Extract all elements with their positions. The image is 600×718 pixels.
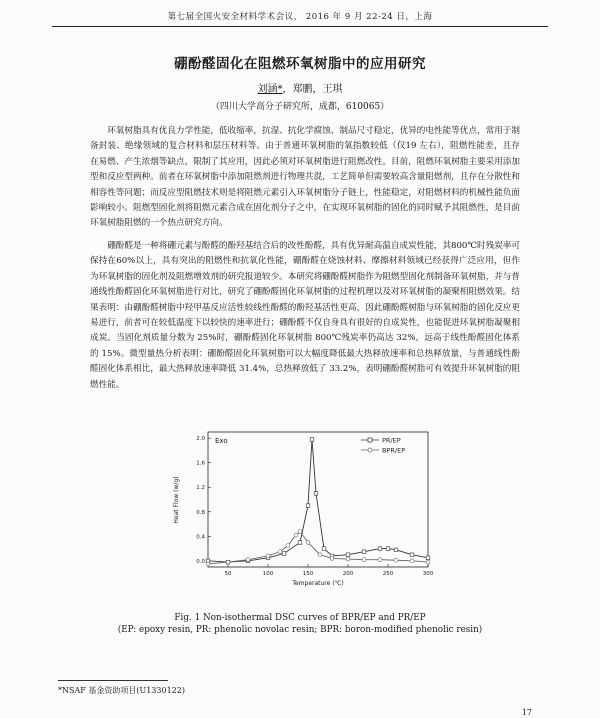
first-author: 刘涵* [257, 84, 283, 95]
y-axis-label: Heat Flow (w/g) [173, 476, 180, 524]
footnote: *NSAF 基金资助项目(U1330122) [58, 686, 185, 695]
y-tick-label: 2.0 [196, 436, 205, 443]
series-pr-ep-point [362, 550, 366, 554]
exo-annotation: Exo [215, 437, 228, 445]
figure-caption [0, 612, 600, 636]
series-pr-ep-point [426, 556, 430, 560]
series-bpr-ep-point [278, 550, 282, 554]
other-authors: ，郑鹏，王琪 [282, 84, 343, 95]
y-tick-label: 0.4 [196, 534, 205, 541]
series-pr-ep-point [386, 547, 390, 551]
series-pr-ep-line [208, 436, 428, 562]
series-bpr-ep-point [318, 553, 322, 557]
series-bpr-ep-point [286, 544, 290, 548]
series-pr-ep-point [298, 541, 302, 545]
x-tick-label: 250 [382, 571, 394, 577]
series-pr-ep-point [346, 553, 350, 557]
series-layer [206, 438, 430, 566]
caption-line-1: Fig. 1 Non-isothermal DSC curves of BPR/EP and PR/EP [174, 613, 426, 623]
affiliation: （四川大学高分子研究所，成都，610065） [210, 102, 390, 112]
x-axis-ticks [225, 564, 434, 577]
series-bpr-ep-point [426, 560, 430, 564]
series-pr-ep-point [306, 504, 310, 508]
series-bpr-ep-point [226, 560, 230, 564]
paragraph-intro: 环氧树脂具有优良力学性能，低收缩率，抗湿、抗化学腐蚀、制品尺寸稳定，优异的电性能等优点，常用于制备封装、绝缘领域的复合材料和层压材料等。由于普通环氧树脂的氧指数较低（仅19 左右），阻燃性能差，且存在易燃、产生浓烟等缺点，限制了其应用，因此必须对环氧树脂进行阻燃改性。目前，阻燃环氧树脂主要采用添加型和反应型两种。前者在环氧树脂中添加阻燃剂进行物理共混，工艺简单但需要较高含量阻燃剂，且存在分散性和相容性等问题；而反应型阻燃技术则是将阻燃元素引入环氧树脂分子链上，性能稳定，对阻燃材料的机械性能负面影响较小。阻燃型固化剂将阻燃元素合成在固化剂分子之中，在实现环氧树脂的固化的同时赋予其阻燃性，是目前环氧树脂阻燃的一个热点研究方向。 [90, 126, 520, 229]
author-line [0, 80, 600, 95]
series-pr-ep-point [322, 547, 326, 551]
x-tick-label: 200 [342, 571, 354, 577]
series-pr-ep-point [314, 492, 318, 496]
legend-pr-ep-marker [368, 438, 372, 442]
legend-bpr-ep-label: BPR/EP [382, 446, 406, 455]
running-header: 第七届全国火安全材料学术会议， 2016 年 9 月 22-24 日，上海 [167, 12, 433, 22]
caption-line-2: (EP: epoxy resin, PR: phenolic novolac resin; BPR: boron-modified phenolic resin) [117, 625, 483, 635]
x-tick-label: 50 [224, 571, 232, 577]
header-rule [52, 26, 548, 27]
legend-bpr-ep-marker [368, 448, 372, 452]
footnote-rule [58, 680, 168, 681]
y-tick-label: 0.0 [196, 558, 205, 565]
series-bpr-ep-point [330, 557, 334, 561]
series-pr-ep-point [282, 552, 286, 556]
x-tick-label: 100 [262, 571, 274, 577]
y-tick-label: 0.8 [196, 509, 205, 516]
series-pr-ep-point [378, 547, 382, 551]
series-bpr-ep-point [294, 533, 298, 537]
series-bpr-ep-point [246, 558, 250, 562]
series-pr-ep-point [310, 438, 314, 442]
series-bpr-ep-point [306, 541, 310, 545]
paragraph-results: 硼酚醛是一种将硼元素与酚醛的酚羟基结合后的改性酚醛，具有优异耐高温自成炭性能，其800℃时残炭率可保持在60%以上，具有突出的阻燃性和抗氧化性能，硼酚醛在烧蚀材料、摩擦材料领域已经获得广泛应用，但作为环氧树脂的固化剂及阻燃增效剂的研究报道较少。本研究将硼酚醛树脂作为阻燃型固化剂制备环氧树脂，并与普通线性酚醛固化环氧树脂进行对比，研究了硼酚醛固化环氧树脂的过程机理以及对环氧树脂的凝聚相阻燃效果。结果表明：由硼酚醛树脂中羟甲基反应活性较线性酚醛的酚羟基活性更高，因此硼酚醛树脂与环氧树脂的固化反应更易进行，前者可在较低温度下以较快的速率进行；硼酚醛不仅自身具有很好的自成炭性，也能促进环氧树脂凝聚相成炭。当固化剂质量分数为 25%时，硼酚醛固化环氧树脂 800℃残炭率仍高达 32%，远高于线性酚醛固化体系的 15%。微型量热分析表明：硼酚醛固化环氧树脂可以大幅度降低最大热释放速率和总热释放量，与普通线性酚醛固化体系相比，最大热释放速率降低 31.4%，总热释放低了 33.2%，表明硼酚醛树脂可有效提升环氧树脂的阻燃性能。 [90, 241, 520, 390]
legend-pr-ep-label: PR/EP [382, 436, 401, 445]
series-bpr-ep-point [266, 554, 270, 558]
page-number: 17 [521, 708, 532, 717]
x-tick-label: 150 [302, 571, 314, 577]
y-tick-label: 1.6 [196, 460, 205, 467]
series-pr-ep-point [410, 553, 414, 557]
series-bpr-ep-point [394, 558, 398, 562]
y-tick-label: 1.2 [196, 485, 205, 492]
series-bpr-ep-point [346, 557, 350, 561]
series-bpr-ep-point [298, 530, 302, 534]
series-bpr-ep-point [378, 558, 382, 562]
y-axis-ticks [196, 436, 211, 565]
series-bpr-ep-point [206, 562, 210, 566]
paper-title: 硼酚醛固化在阻燃环氧树脂中的应用研究 [174, 56, 426, 72]
series-bpr-ep-point [362, 558, 366, 562]
dsc-chart [168, 424, 438, 589]
x-tick-label: 300 [422, 571, 434, 577]
x-axis-label: Temperature (℃) [292, 580, 344, 587]
series-bpr-ep-point [410, 559, 414, 563]
legend [361, 437, 405, 455]
series-pr-ep-point [394, 548, 398, 552]
